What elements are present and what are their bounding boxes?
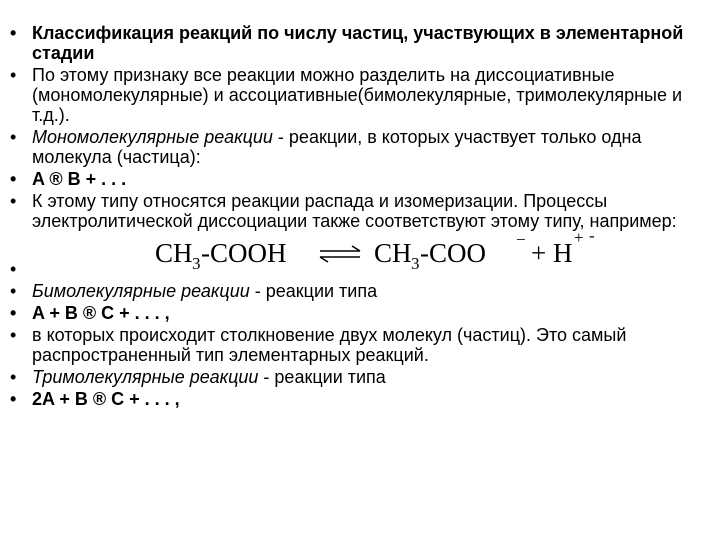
bullet-dot: • [10, 367, 17, 387]
reactant-cooh: -COOH [201, 238, 287, 268]
item-text: К этому типу относятся реакции распада и изомеризации. Процессы электролитической диссоциации также соответствуют этому типу, например: [32, 191, 677, 231]
term-trimolecular: Тримолекулярные реакции [32, 367, 259, 387]
list-item-collision [10, 325, 700, 365]
product-charge: − [516, 231, 526, 249]
bullet-dot: • [10, 23, 17, 43]
bullet-dot: • [10, 191, 17, 211]
list-item-monomolecular-scheme [10, 169, 700, 189]
dissociation-equation [153, 231, 603, 273]
product-subscript: 3 [411, 254, 420, 273]
list-item-division [10, 65, 700, 125]
list-item-decomposition [10, 191, 700, 231]
bullet-dot: • [10, 169, 17, 189]
bullet-dot: • [10, 281, 17, 301]
reactant-ch: CH [155, 238, 193, 268]
hydrogen-ion: H [553, 238, 573, 268]
tail-charge: - [589, 231, 595, 245]
equation-svg [153, 231, 603, 273]
bullet-dot: • [10, 65, 17, 85]
reaction-scheme: 2A + B ® C + . . . , [32, 389, 180, 409]
list-item-bimolecular-definition [10, 281, 700, 301]
term-bimolecular: Бимолекулярные реакции [32, 281, 250, 301]
reaction-scheme: A ® B + . . . [32, 169, 127, 189]
reactant-subscript: 3 [192, 254, 201, 273]
hydrogen-charge: + [574, 231, 584, 247]
item-text: в которых происходит столкновение двух молекул (частиц). Это самый распространенный тип элементарных реакций. [32, 325, 627, 365]
list-item-monomolecular-definition [10, 127, 700, 167]
item-text: - реакции типа [249, 281, 378, 301]
item-text: - реакции типа [258, 367, 386, 387]
reaction-scheme: A + B ® C + . . . , [32, 303, 170, 323]
list-item-bimolecular-scheme [10, 303, 700, 323]
list-item-trimolecular-definition [10, 367, 700, 387]
bullet-list [10, 23, 700, 411]
product-coo: -COO [420, 238, 486, 268]
plus-sign: + [531, 238, 547, 268]
list-item-classification-heading [10, 23, 700, 63]
item-text: По этому признаку все реакции можно разделить на диссоциативные (мономолекулярные) и ассоциативные(бимолекулярные, тримолекулярные и т.д.). [32, 65, 683, 125]
bullet-dot: • [10, 127, 17, 147]
item-text: Классификация реакций по числу частиц, участвующих в элементарной стадии [32, 23, 684, 63]
bullet-dot: • [10, 259, 17, 279]
list-item-equation [10, 233, 700, 279]
item-text: - реакции, в которых участвует только одна молекула (частица): [32, 127, 642, 167]
term-monomolecular: Мономолекулярные реакции [32, 127, 273, 147]
bullet-dot: • [10, 303, 17, 323]
bullet-dot: • [10, 325, 17, 345]
product-ch: CH [374, 238, 412, 268]
bullet-dot: • [10, 389, 17, 409]
equilibrium-arrow-icon [320, 246, 360, 262]
list-item-trimolecular-scheme [10, 389, 700, 409]
